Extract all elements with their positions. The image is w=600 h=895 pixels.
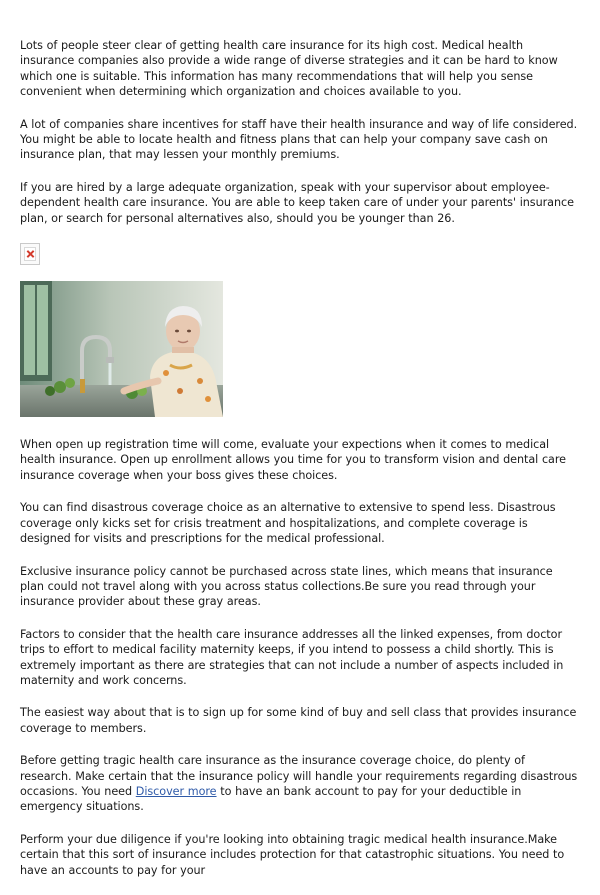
paragraph-6: Exclusive insurance policy cannot be purchased across state lines, which means that insurance plan could not travel along with you across status collections.Be sure you read through your insurance provider about these gray areas. xyxy=(20,564,553,609)
paragraph-2: A lot of companies share incentives for staff have their health insurance and way of life considered. You might be able to locate health and fitness plans that can help your company save cash on insurance plan, that may lessen your monthly premiums. xyxy=(20,117,578,162)
paragraph-8: The easiest way about that is to sign up for some kind of buy and sell class that provides insurance coverage to members. xyxy=(20,706,577,735)
paragraph-3: If you are hired by a large adequate organization, speak with your supervisor about employee-dependent health care insurance. You are able to keep taken care of under your parents' insurance plan, or search for personal alternatives also, should you be younger than 26. xyxy=(20,180,574,225)
paragraph-9-text-before: Before getting tragic health care insurance as the insurance coverage choice, do plenty of research. Make certain that the insurance policy will handle your requirements regarding disastrous occasions. You need xyxy=(20,754,578,798)
paragraph-1: Lots of people steer clear of getting health care insurance for its high cost. Medical health insurance companies also provide a wide range of diverse strategies and it can be hard to know which one is suitable. This information has many recommendations that will help you sense convenient when determining which organization and choices available to you. xyxy=(20,39,558,99)
broken-image-x-icon xyxy=(24,247,36,261)
broken-image-icon xyxy=(20,243,40,265)
paragraph-10: Perform your due diligence if you're looking into obtaining tragic medical health insurance.Make certain that this sort of insurance includes protection for that catastrophic situations. You need to have an accounts to pay for your xyxy=(20,832,565,877)
elderly-woman-kitchen-photo xyxy=(20,281,223,417)
paragraph-5: You can find disastrous coverage choice as an alternative to extensive to spend less. Disastrous coverage only kicks set for crisis treatment and hospitalizations, and complete coverage is designed for visits and prescriptions for the medical professional. xyxy=(20,501,556,546)
paragraph-9 xyxy=(20,753,580,815)
article-body xyxy=(20,38,580,895)
discover-more-link[interactable]: Discover more xyxy=(135,784,217,798)
paragraph-7: Factors to consider that the health care insurance addresses all the linked expenses, from doctor trips to effort to medical facility maternity keeps, if you intend to possess a child shortly. This is extremely important as there are strategies that can not include a number of aspects included in maternity and work concerns. xyxy=(20,627,564,687)
paragraph-4: When open up registration time will come, evaluate your expections when it comes to medical health insurance. Open up enrollment allows you time for you to transform vision and dental care insurance coverage when your boss gives these choices. xyxy=(20,438,566,482)
paragraph-9-text-after: to have an bank account to pay for your deductible in emergency situations. xyxy=(20,784,522,814)
